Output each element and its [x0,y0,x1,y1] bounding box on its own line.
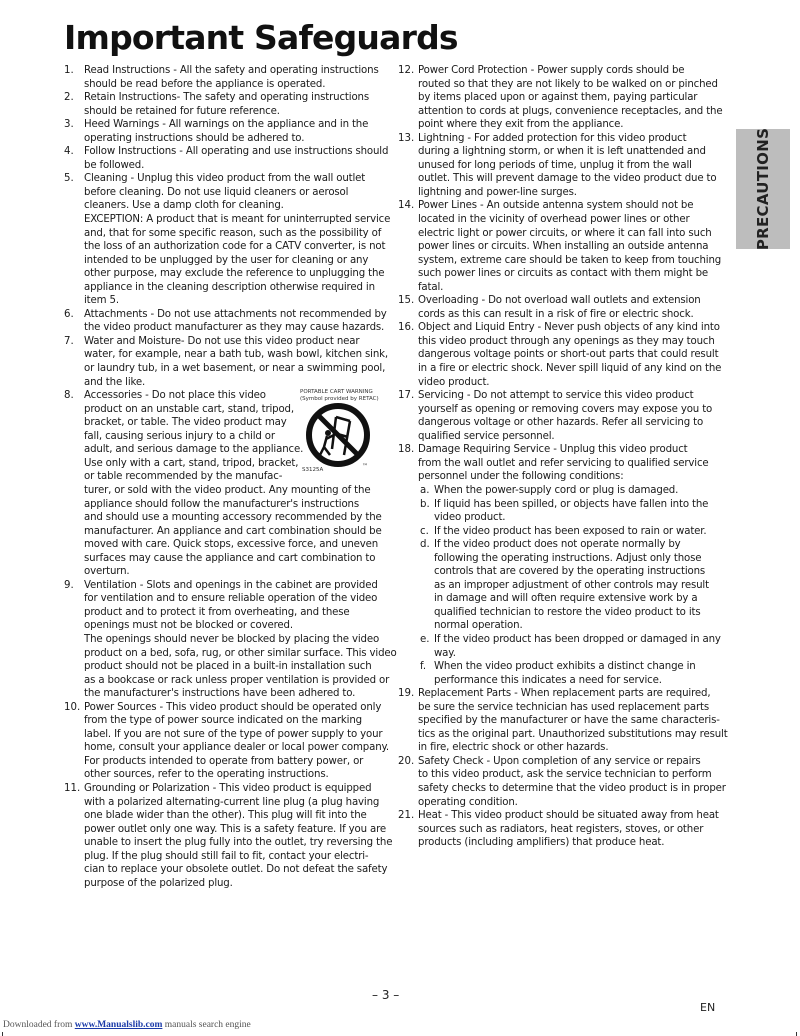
sub-item [420,538,718,633]
sub-item-letter: c. [420,525,429,537]
item-number: 19. [398,688,415,700]
item-number: 20. [398,755,415,767]
text-line: The openings should never be blocked by placing the video [84,633,380,645]
item-number: 14. [398,200,415,212]
safeguards-right-column [398,64,728,850]
safeguard-item [64,64,394,91]
safeguard-item [398,755,726,809]
item-number: 5. [64,173,74,185]
item-text [418,132,718,200]
text-line: Power Lines - An outside antenna system should not be [418,200,694,212]
item-text [84,579,397,701]
text-line: operating condition. [418,796,518,808]
text-line: following the operating instructions. Adjust only those [434,552,702,564]
text-line: controls that are covered by the operating instructions [434,566,706,578]
text-line: If the video product has been dropped or damaged in any [434,633,721,645]
text-line: one blade wider than the other). This plug will fit into the [84,810,367,822]
text-line: moved with care. Quick stops, excessive force, and uneven [84,539,379,551]
text-line: bracket, or table. The video product may [84,417,287,429]
item-number: 12. [398,65,415,76]
text-line: normal operation. [434,620,523,632]
safeguard-item [398,321,722,389]
text-line: as a bookcase or rack unless proper ventilation is provided or [84,674,390,686]
safeguard-item [64,145,394,172]
item-number: 6. [64,308,74,320]
text-line: video product. [418,376,490,388]
item-text [84,335,394,389]
text-line: Object and Liquid Entry - Never push objects of any kind into [418,322,720,334]
item-text [418,199,722,294]
text-line: Servicing - Do not attempt to service this video product [418,390,694,402]
sub-item-text [434,484,718,498]
text-line: If the video product does not operate normally by [434,539,681,551]
item-number: 3. [64,119,74,131]
text-line: For products intended to operate from battery power, or [84,755,364,767]
text-line: specified by the manufacturer or have the same characteris- [418,715,720,727]
text-line: should be retained for future reference. [84,105,280,117]
cart-warning-source: (Symbol provided by RETAC) [300,395,379,402]
text-line: Power Sources - This video product should be operated only [84,701,382,713]
item-text [418,443,718,484]
item-text [84,118,394,145]
item-number: 7. [64,335,74,347]
text-line: fall, causing serious injury to a child or [84,430,275,442]
text-line: yourself as opening or removing covers may expose you to [418,403,713,415]
text-line: Power Cord Protection - Power supply cords should be [418,65,685,76]
safeguard-item [64,118,394,145]
text-line: electric light or power circuits, or where it can fall into such [418,227,712,239]
text-line: Read Instructions - All the safety and operating instructions [84,65,379,76]
safeguard-item [64,308,394,335]
footer-suffix: manuals search engine [162,1020,251,1030]
text-line: qualified technician to restore the video product to its [434,606,701,618]
text-line: cleaners. Use a damp cloth for cleaning. [84,200,284,212]
text-line: If liquid has been spilled, or objects have fallen into the [434,498,709,510]
sub-item-text [434,660,718,687]
sub-item-text [434,498,718,525]
item-number: 17. [398,390,415,402]
safeguard-item [64,579,397,701]
text-line: surfaces may cause the appliance and cart combination to [84,552,376,564]
text-line: routed so that they are not likely to be walked on or pinched [418,78,718,90]
text-line: water, for example, near a bath tub, wash bowl, kitchen sink, [84,349,388,361]
text-line: the manufacturer's instructions have been adhered to. [84,688,356,700]
item-text [84,701,394,782]
section-tab-label: PRECAUTIONS [754,127,772,251]
text-line: way. [434,647,456,659]
item-text [418,321,722,389]
text-line: tics as the original part. Unauthorized substitutions may result [418,728,728,740]
text-line: If the video product has been exposed to rain or water. [434,525,707,537]
text-line: plug. If the plug should still fail to fit, contact your electri- [84,850,369,862]
text-line: other purpose, may exclude the reference to unplugging the [84,268,385,280]
text-line: products (including amplifiers) that produce heat. [418,837,665,849]
text-line: product and to protect it from overheating, and these [84,606,350,618]
safeguard-item [398,199,722,294]
text-line: or laundry tub, in a wet basement, or near a swimming pool, [84,363,386,375]
text-line: product on a bed, sofa, rug, or other similar surface. This video [84,647,397,659]
text-line: cian to replace your obsolete outlet. Do not defeat the safety [84,864,388,876]
text-line: point where they exit from the appliance. [418,119,624,131]
item-number: 8. [64,390,74,402]
text-line: Accessories - Do not place this video [84,390,266,402]
text-line: Replacement Parts - When replacement parts are required, [418,688,711,700]
text-line: before cleaning. Do not use liquid cleaners or aerosol [84,186,349,198]
safeguard-item [398,132,718,200]
text-line: dangerous voltage or other hazards. Refer all servicing to [418,417,704,429]
text-line: manufacturer. An appliance and cart combination should be [84,525,382,537]
item-text [84,172,394,307]
item-text [418,687,728,755]
sub-item-letter: e. [420,633,430,645]
sub-item-text [434,525,718,539]
text-line: appliance in the cleaning description otherwise required in [84,281,375,293]
item-number: 4. [64,146,74,158]
item-text [84,782,394,890]
safeguard-item [398,443,721,687]
text-line: fatal. [418,281,444,293]
text-line: performance this indicates a need for service. [434,674,662,686]
item-number: 21. [398,810,415,822]
text-line: Damage Requiring Service - Unplug this video product [418,444,688,456]
crop-mark-right [796,1032,797,1036]
text-line: Follow Instructions - All operating and use instructions should [84,146,389,158]
text-line: with a polarized alternating-current line plug (a plug having [84,796,380,808]
text-line: item 5. [84,295,119,307]
section-tab-precautions [736,129,790,249]
safeguard-item [64,782,394,890]
text-line: openings must not be blocked or covered. [84,620,293,632]
text-line: purpose of the polarized plug. [84,877,233,889]
item-number: 2. [64,92,74,104]
text-line: When the power-supply cord or plug is damaged. [434,484,679,496]
sub-item-letter: b. [420,498,430,510]
text-line: during a lightning storm, or when it is left unattended and [418,146,706,158]
text-line: power outlet only one way. This is a safety feature. If you are [84,823,386,835]
text-line: Heed Warnings - All warnings on the appliance and in the [84,119,369,131]
sub-item-letter: a. [420,484,430,496]
text-line: be sure the service technician has used replacement parts [418,701,710,713]
safeguard-item [64,335,394,389]
item-text [418,64,723,132]
text-line: Retain Instructions- The safety and operating instructions [84,92,369,104]
page-number: – 3 – [372,988,400,1002]
safeguard-item [64,172,394,307]
text-line: Water and Moisture- Do not use this video product near [84,335,360,347]
text-line: lightning and power-line surges. [418,186,577,198]
text-line: other sources, refer to the operating instructions. [84,769,329,781]
text-line: Overloading - Do not overload wall outlets and extension [418,295,701,307]
safeguard-item [64,91,394,118]
text-line: such power lines or circuits as contact with them might be [418,268,709,280]
sub-item-text [434,538,718,633]
trademark-mark: ™ [362,463,368,470]
text-line: should be read before the appliance is operated. [84,78,326,90]
text-line: Use only with a cart, stand, tripod, bracket, [84,457,299,469]
text-line: dangerous voltage points or short-out parts that could result [418,349,719,361]
text-line: and, that for some specific reason, such as the possibility of [84,227,382,239]
item-text [418,389,718,443]
text-line: and the like. [84,376,146,388]
text-line: Heat - This video product should be situated away from heat [418,810,719,822]
item-text [418,809,718,850]
text-line: as an improper adjustment of other controls may result [434,579,709,591]
text-line: Cleaning - Unplug this video product from the wall outlet [84,173,366,185]
text-line: label. If you are not sure of the type of power supply to your [84,728,383,740]
item-number: 13. [398,132,415,144]
text-line: and should use a mounting accessory recommended by the [84,512,382,524]
cart-warning-code: S3125A [302,467,324,473]
sub-item-letter: f. [420,661,427,673]
sub-item [420,660,718,687]
text-line: video product. [434,512,506,524]
cart-warning-caption: PORTABLE CART WARNING [300,389,373,395]
text-line: product should not be placed in a built-in installation such [84,661,372,673]
item-text [84,308,394,335]
text-line: personnel under the following conditions: [418,471,624,483]
text-line: power lines or circuits. When installing an outside antenna [418,241,709,253]
language-code: EN [700,1001,716,1014]
item-text [418,294,718,321]
text-line: attention to cords at plugs, convenience receptacles, and the [418,105,723,117]
text-line: Lightning - For added protection for this video product [418,132,687,144]
text-line: this video product through any openings as they may touch [418,335,715,347]
text-line: the loss of an authorization code for a CATV converter, is not [84,241,386,253]
sub-item [420,498,718,525]
safeguard-item [398,294,718,321]
text-line: located in the vicinity of overhead power lines or other [418,214,690,226]
item-text [418,755,726,809]
text-line: When the video product exhibits a distinct change in [434,661,696,673]
footer-prefix: Downloaded from [3,1020,75,1030]
safeguard-item [398,687,728,755]
download-footer [3,1020,251,1030]
text-line: adult, and serious damage to the appliance. [84,444,304,456]
text-line: in a fire or electric shock. Never spill liquid of any kind on the [418,363,722,375]
safeguard-item [398,389,718,443]
crop-mark-left [2,1032,3,1036]
item-number: 18. [398,444,415,456]
text-line: Safety Check - Upon completion of any service or repairs [418,755,701,767]
text-line: in damage and will often require extensive work by a [434,593,698,605]
sub-item-letter: d. [420,539,430,551]
item-number: 10. [64,701,81,713]
item-text [84,64,394,91]
text-line: intended to be unplugged by the user for cleaning or any [84,254,369,266]
text-line: system, extreme care should be taken to keep from touching [418,254,722,266]
safeguard-item [398,809,718,850]
text-line: for ventilation and to ensure reliable operation of the video [84,593,378,605]
text-line: cords as this can result in a risk of fire or electric shock. [418,308,694,320]
text-line: in fire, electric shock or other hazards. [418,742,609,754]
text-line: product on an unstable cart, stand, tripod, [84,403,294,415]
text-line: unable to insert the plug fully into the outlet, try reversing the [84,837,393,849]
text-line: sources such as radiators, heat registers, stoves, or other [418,823,704,835]
text-line: home, consult your appliance dealer or local power company. [84,742,390,754]
text-line: overturn. [84,566,130,578]
text-line: by items placed upon or against them, paying particular [418,92,698,104]
item-number: 15. [398,295,415,307]
text-line: turer, or sold with the video product. Any mounting of the [84,484,371,496]
item-number: 9. [64,579,74,591]
sub-item-text [434,633,721,660]
sub-item [420,525,718,539]
text-line: the video product manufacturer as they may cause hazards. [84,322,385,334]
text-line: be followed. [84,159,145,171]
text-line: appliance should follow the manufacturer's instructions [84,498,360,510]
text-line: or table recommended by the manufac- [84,471,283,483]
manualslib-link[interactable]: www.Manualslib.com [74,1020,163,1030]
text-line: unused for long periods of time, unplug it from the wall [418,159,692,171]
text-line: operating instructions should be adhered to. [84,132,305,144]
page-title: Important Safeguards [64,18,458,57]
text-line: EXCEPTION: A product that is meant for uninterrupted service [84,214,391,226]
text-line: from the type of power source indicated on the marking [84,715,362,727]
item-text [84,145,394,172]
safeguard-item [398,64,723,132]
text-line: qualified service personnel. [418,430,555,442]
safeguard-item [64,701,394,782]
text-line: to this video product, ask the service technician to perform [418,769,712,781]
sub-item [420,484,718,498]
item-text [84,91,394,118]
text-line: safety checks to determine that the video product is in proper [418,782,726,794]
item-number: 11. [64,782,81,794]
text-line: Ventilation - Slots and openings in the cabinet are provided [84,579,378,591]
cart-warning-figure [300,389,380,479]
portable-cart-warning-icon [306,403,370,467]
text-line: Attachments - Do not use attachments not recommended by [84,308,387,320]
text-line: from the wall outlet and refer servicing to qualified service [418,457,709,469]
item-number: 1. [64,65,74,76]
text-line: Grounding or Polarization - This video product is equipped [84,782,372,794]
sub-item [420,633,721,660]
item-number: 16. [398,322,415,334]
text-line: outlet. This will prevent damage to the video product due to [418,173,717,185]
